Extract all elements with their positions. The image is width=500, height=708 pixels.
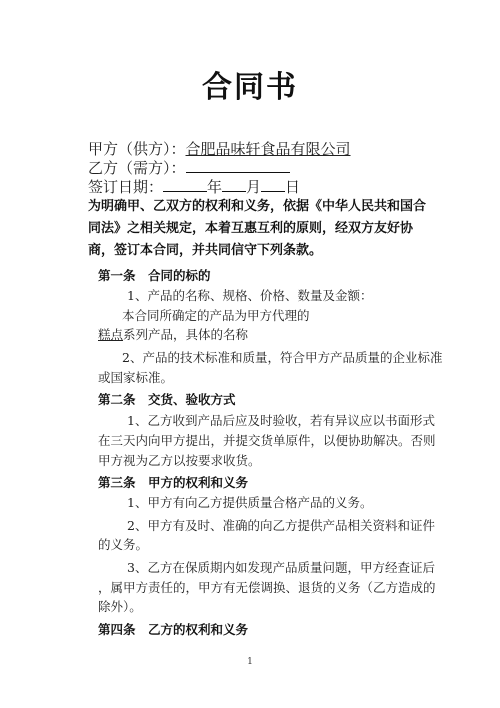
article3-heading: 第三条 甲方的权利和义务: [98, 475, 249, 490]
party-b-blank: [186, 159, 290, 173]
article2-item1-line2: 在三天内向甲方提出，并提交货单原件，以便协助解决。否则: [98, 433, 436, 448]
article3-item3-line2: ，属甲方责任的，甲方有无偿调换、退货的义务（乙方造成的: [98, 580, 436, 595]
sign-date-row: [88, 176, 300, 197]
article1-item1-text-a: 本合同所确定的产品为甲方代理的: [122, 308, 310, 323]
month-blank: [222, 178, 246, 192]
year-label: 年: [207, 178, 223, 196]
article4-heading: 第四条 乙方的权利和义务: [98, 622, 249, 637]
article3-item3-line1: 3、乙方在保质期内如发现产品质量问题，甲方经查证后: [127, 560, 435, 575]
article1-item1-text-b: 系列产品，具体的名称: [123, 327, 249, 342]
sign-date-label: 签订日期：: [88, 178, 164, 196]
month-label: 月: [246, 178, 262, 196]
party-a-label: 甲方（供方）：: [88, 140, 186, 158]
party-b-row: [88, 157, 290, 178]
party-b-label: 乙方（需方）：: [88, 159, 186, 177]
article3-item3-line3: 除外）。: [98, 599, 142, 614]
party-a-row: [88, 138, 351, 159]
party-a-value: 合肥品味轩食品有限公司: [185, 140, 351, 158]
article2-item1-line3: 甲方视为乙方以按要求收货。: [98, 453, 261, 468]
document-title: 合同书: [202, 70, 298, 105]
day-label: 日: [285, 178, 301, 196]
page-number: 1: [247, 657, 253, 667]
product-category: 糕点: [98, 327, 124, 342]
year-blank: [163, 178, 207, 192]
article1-heading: 第一条 合同的标的: [98, 268, 211, 283]
intro-paragraph: 为明确甲、乙双方的权利和义务，依据《中华人民共和国合同法》之相关规定，本着互惠互利的原则，经双方友好协商，签订本合同，并共同信守下列条款。: [88, 199, 427, 258]
article2-item1-line1: 1、乙方收到产品后应及时验收，若有异议应以书面形式: [127, 413, 435, 428]
article1-item2-line2: 或国家标准。: [98, 370, 174, 385]
article3-item2-line1: 2、甲方有及时、准确的向乙方提供产品相关资料和证件: [127, 518, 435, 533]
article1-item1-text-b-row: [98, 325, 248, 343]
article3-item2-line2: 的义务。: [98, 537, 149, 552]
article2-heading: 第二条 交货、验收方式: [98, 392, 236, 407]
article1-item1: 1、产品的名称、规格、价格、数量及金额：: [127, 288, 373, 303]
article1-item2-line1: 2、产品的技术标准和质量，符合甲方产品质量的企业标准: [122, 350, 443, 365]
day-blank: [261, 178, 285, 192]
article3-item1: 1、甲方有向乙方提供质量合格产品的义务。: [127, 495, 373, 510]
